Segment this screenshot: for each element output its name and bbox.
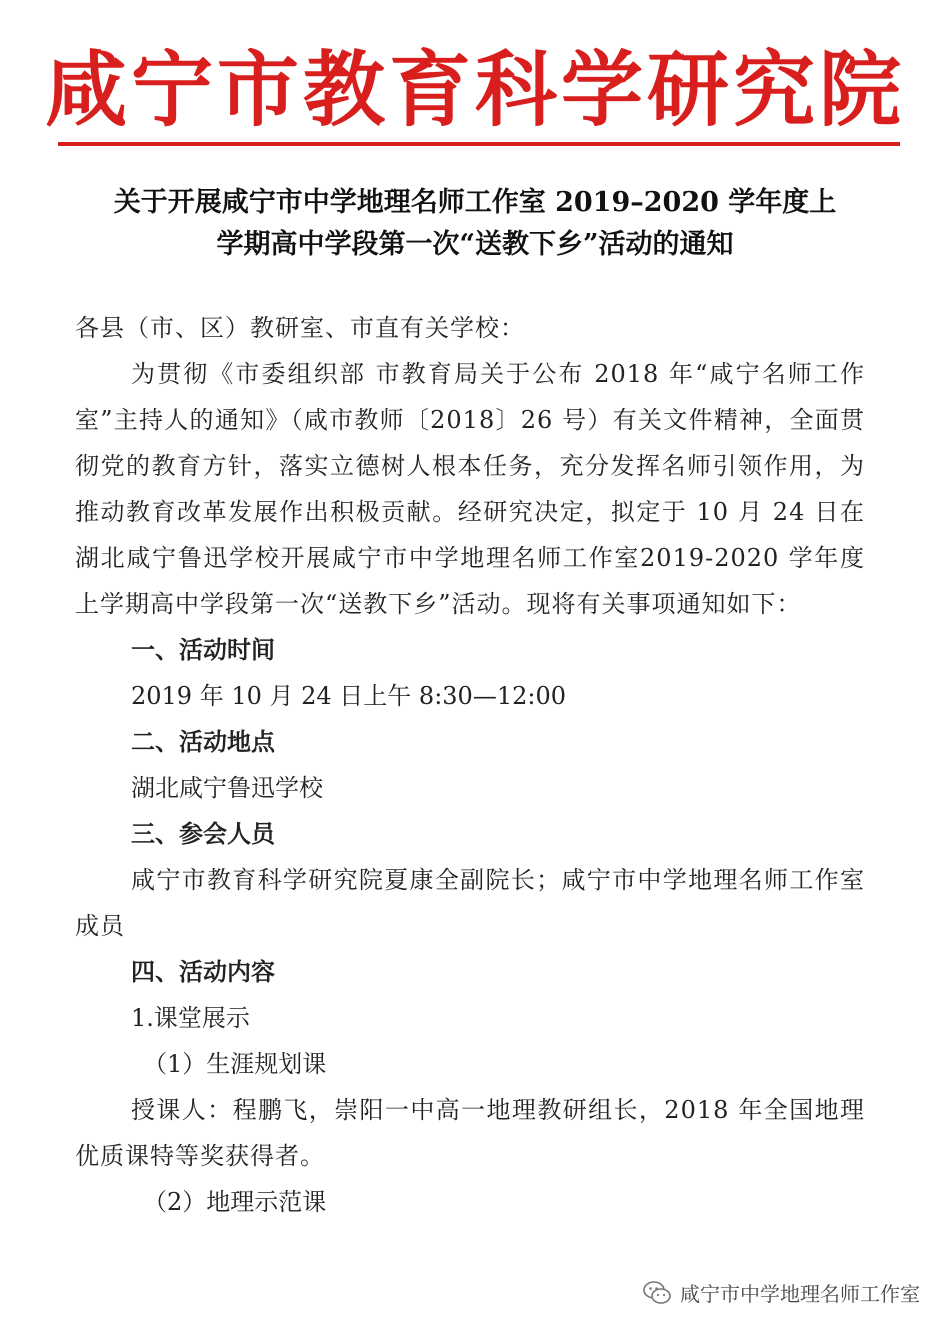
wechat-icon bbox=[642, 1280, 672, 1306]
notice-title-line2: 学期高中学段第一次“送教下乡”活动的通知 bbox=[216, 229, 734, 260]
notice-title-line1: 关于开展咸宁市中学地理名师工作室 2019–2020 学年度上 bbox=[113, 187, 837, 218]
salutation: 各县（市、区）教研室、市直有关学校： bbox=[75, 314, 525, 342]
content-sub-1-teacher: 授课人：程鹏飞，崇阳一中高一地理教研组长，2018 年全国地理优质课特等奖获得者。 bbox=[75, 1096, 865, 1170]
section-heading-time: 一、活动时间 bbox=[131, 636, 275, 664]
wechat-watermark bbox=[642, 1278, 920, 1307]
notice-body bbox=[75, 305, 865, 1225]
section-heading-content: 四、活动内容 bbox=[131, 958, 275, 986]
section-heading-location: 二、活动地点 bbox=[131, 728, 275, 756]
wechat-account-name: 咸宁市中学地理名师工作室 bbox=[680, 1282, 920, 1306]
red-divider-line bbox=[58, 142, 900, 146]
section-heading-attendees: 三、参会人员 bbox=[131, 820, 275, 848]
institution-masthead: 咸宁市教育科学研究院 bbox=[44, 42, 905, 138]
intro-paragraph: 为贯彻《市委组织部 市教育局关于公布 2018 年“咸宁名师工作室”主持人的通知》（咸市教师〔2018〕26 号）有关文件精神，全面贯彻党的教育方针，落实立德树人根本任务，充分发挥名师引领作用，为推动教育改革发展作出积极贡献。经研究决定，拟定于 10 月 24 日在湖北咸宁鲁迅学校开展咸宁市中学地理名师工作室2019-2020 学年度上学期高中学段第一次“送教下乡”活动。现将有关事项通知如下： bbox=[75, 360, 865, 618]
content-sub-2: （2）地理示范课 bbox=[143, 1188, 327, 1216]
activity-time: 2019 年 10 月 24 日上午 8:30—12:00 bbox=[131, 682, 566, 710]
activity-location: 湖北咸宁鲁迅学校 bbox=[131, 774, 323, 802]
content-sub-1: （1）生涯规划课 bbox=[143, 1050, 327, 1078]
attendees-text: 咸宁市教育科学研究院夏康全副院长；咸宁市中学地理名师工作室成员 bbox=[75, 866, 865, 940]
content-item-1: 1.课堂展示 bbox=[131, 1004, 250, 1032]
